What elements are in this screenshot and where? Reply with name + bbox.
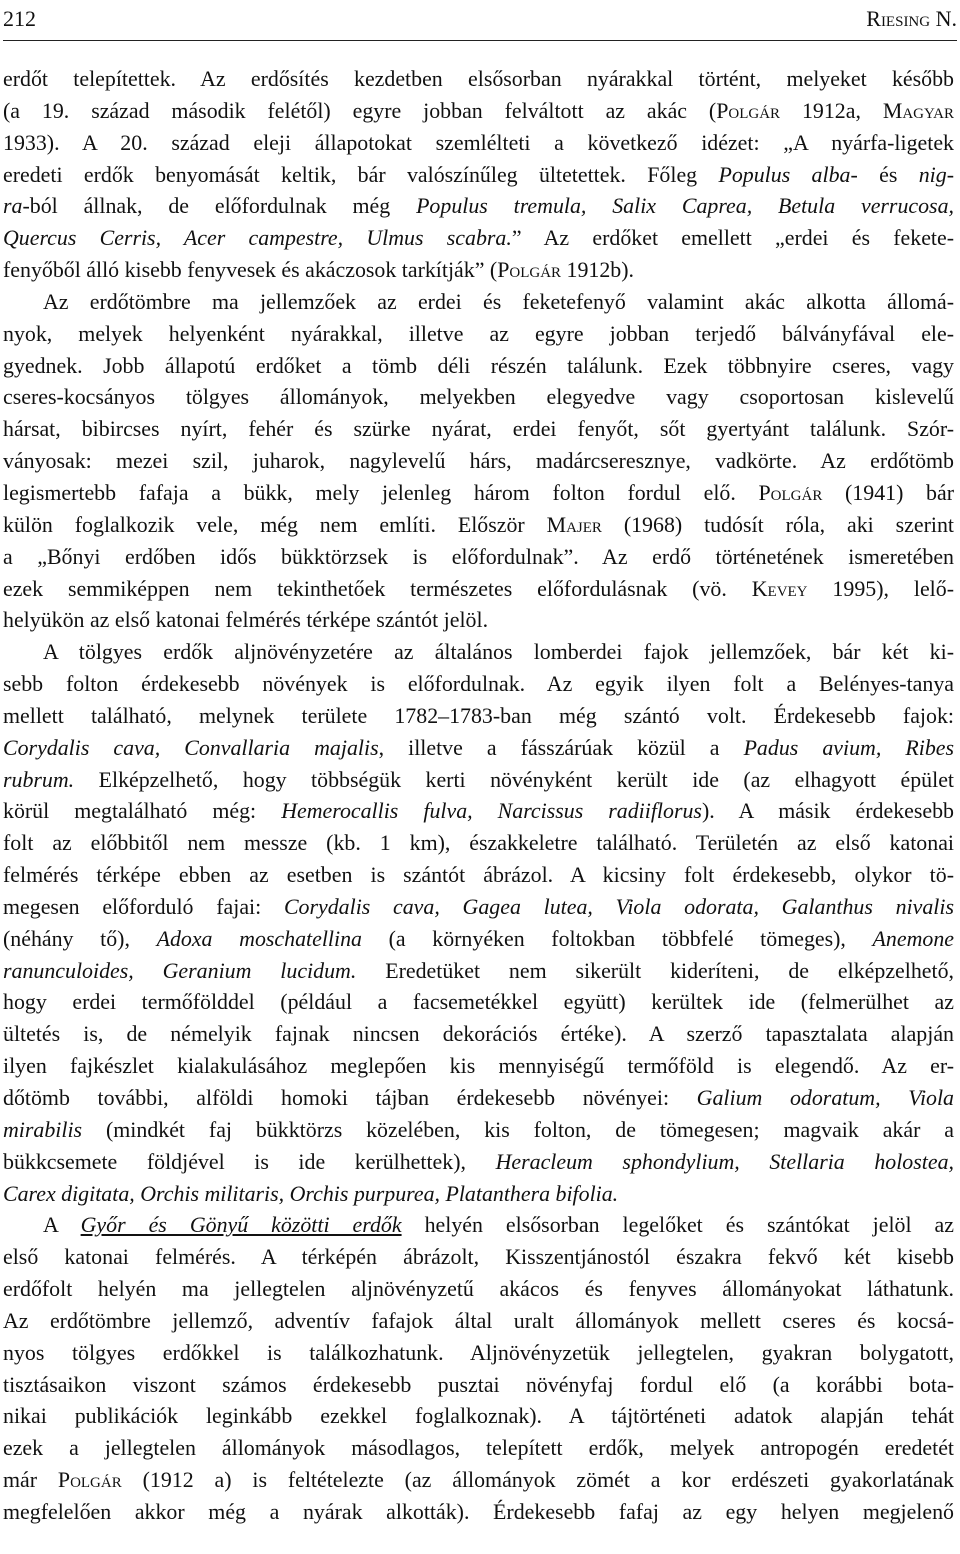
text-span: (néhány tő), xyxy=(3,925,157,951)
text-span: a „Bőnyi erdőben idős bükktörzsek is előfordulnak”. Az erdő történetének ismeretében xyxy=(3,543,954,569)
text-line xyxy=(3,1432,954,1464)
italic-span: nig- xyxy=(918,161,954,187)
text-span: , illetve a fásszárúak közül a xyxy=(378,734,744,760)
text-span: körül megtalálható még: xyxy=(3,798,282,824)
text-span: cseres-kocsányos tölgyes állományok, melyekben elegyedve vagy csoportosan kislevelű xyxy=(3,384,954,410)
text-line xyxy=(3,1369,954,1401)
author-citation: Polgár xyxy=(497,257,562,283)
text-line xyxy=(3,1305,954,1337)
italic-span: Padus avium, Ribes xyxy=(743,734,954,760)
text-span: ilyen fajkészlet kialakulásához meglepően kis mennyiségű termőföld is elegendő. Az er- xyxy=(3,1053,954,1079)
text-span: első katonai felmérés. A térképén ábrázolt, Kisszentjánostól északra fekvő két kisebb xyxy=(3,1244,954,1270)
text-line xyxy=(3,1209,954,1241)
text-line xyxy=(3,222,954,254)
italic-span: ranunculoides, Geranium lucidum. xyxy=(3,957,357,983)
running-author: Riesing N. xyxy=(866,6,957,31)
text-line xyxy=(3,381,954,413)
text-line xyxy=(3,190,954,222)
text-line xyxy=(3,668,954,700)
text-span: 1995), lelő- xyxy=(807,575,954,601)
text-span: nyok, melyek helyenként nyárakkal, illetve az egyre jobban terjedő bálványfával ele- xyxy=(3,320,954,346)
text-span: felmérés térképe ebben az esetben is szántót ábrázol. A kicsiny folt érdekesebb, olykor tö- xyxy=(3,862,954,888)
italic-span: Carex digitata, Orchis militaris, Orchis purpurea, Platanthera bifolia. xyxy=(3,1180,619,1206)
text-span: erdőt telepítettek. Az erdősítés kezdetben elsősorban nyárakkal történt, melyeket később xyxy=(3,66,954,91)
text-span: nikai publikációk leginkább ezekkel foglalkoznak). A tájtörténeti adatok alapján tehát xyxy=(3,1403,954,1429)
text-line xyxy=(3,159,954,191)
section-heading-inline: Győr és Gönyű közötti erdők xyxy=(80,1212,402,1238)
text-span: Elképzelhető, hogy többségük kerti növényként került ide (az elhagyott épület xyxy=(74,766,954,792)
text-span: ). A másik érdekesebb xyxy=(701,798,954,824)
text-line xyxy=(3,477,954,509)
italic-span: Populus alba xyxy=(718,161,851,187)
text-span: Az erdőtömbre jellemző, adventív fafajok által uralt állományok mellett cseres és kocsá- xyxy=(3,1307,954,1333)
text-span: eredeti erdők benyomását keltik, bár valószínűleg ültetettek. Főleg xyxy=(3,161,719,187)
text-line xyxy=(3,1178,954,1210)
text-span: hársat, bibircses nyírt, fehér és szürke nyárat, erdei fenyőt, sőt gyertyánt találunk. Szór- xyxy=(3,416,954,442)
text-span: 1912b). xyxy=(561,257,634,283)
text-span: helyükön az első katonai felmérés térképe szántót jelöl. xyxy=(3,607,489,633)
text-line xyxy=(3,1496,954,1528)
text-span: már xyxy=(3,1467,58,1493)
author-citation: Kevey xyxy=(751,575,808,601)
italic-span: Galium odoratum, Viola xyxy=(696,1085,954,1110)
text-line xyxy=(3,986,954,1018)
text-line xyxy=(3,95,954,127)
text-span: dőtömb további, alföldi homoki tájban érdekesebb növényei: xyxy=(3,1085,697,1110)
text-span: - és xyxy=(850,161,919,187)
italic-span: ra xyxy=(3,193,23,219)
text-span: (a 19. század második felétől) egyre jobban felváltott az akác ( xyxy=(3,97,717,123)
text-span: megfelelően akkor még a nyárak alkották). Érdekesebb fafaj az egy helyen megjelenő xyxy=(3,1498,954,1524)
text-line xyxy=(3,1400,954,1432)
text-span: megesen előforduló fajai: xyxy=(3,893,284,919)
italic-span: mirabilis xyxy=(3,1116,83,1142)
text-line xyxy=(3,509,954,541)
italic-span: Adoxa moschatellina xyxy=(156,925,362,951)
text-span: mellett található, melynek területe 1782–1783-ban még szántó volt. Érdekesebb fajok: xyxy=(3,702,954,728)
italic-span: Anemone xyxy=(872,925,954,951)
text-span: folt az előbbitől nem messze (kb. 1 km), északkeletre található. Területén az első katonai xyxy=(3,830,954,856)
author-citation: Magyar xyxy=(882,97,954,123)
author-citation: Majer xyxy=(546,511,602,537)
text-span: A tölgyes erdők aljnövényzetére az általános lomberdei fajok jellemzőek, bár két ki- xyxy=(43,639,954,665)
text-span: A xyxy=(43,1212,81,1238)
text-line xyxy=(3,923,954,955)
text-span: helyén elsősorban legelőket és szántókat jelöl az xyxy=(401,1212,954,1238)
author-citation: Polgár xyxy=(716,97,781,123)
italic-span: Populus tremula, Salix Caprea, Betula verrucosa, xyxy=(416,193,954,219)
text-span: nyos tölgyes erdőkkel is találkozhatunk. Aljnövényzetük jellegtelen, gyakran bolygatott, xyxy=(3,1339,954,1365)
text-line xyxy=(3,764,954,796)
author-citation: Polgár xyxy=(758,479,823,505)
text-span: (a környéken foltokban többfelé tömeges), xyxy=(361,925,873,951)
text-span: hogy erdei termőfölddel (például a facsemetékkel együtt) kerültek ide (felmerülhet az xyxy=(3,989,954,1015)
text-span: ezek a jellegtelen állományok másodlagos, telepített erdők, melyek antropogén eredetét xyxy=(3,1435,954,1461)
text-span: -ból állnak, de előfordulnak még xyxy=(22,193,417,219)
text-span: gyednek. Jobb állapotú erdőket a tömb déli részén találunk. Ezek többnyire cseres, vagy xyxy=(3,352,954,378)
text-span: (mindkét faj bükktörzs közelében, kis folton, de tömegesen; magvaik akár a xyxy=(82,1116,954,1142)
text-line xyxy=(3,1146,954,1178)
text-line xyxy=(3,1464,954,1496)
text-line xyxy=(3,127,954,159)
text-span: 1933). A 20. század eleji állapotokat szemlélteti a következő idézet: „A nyárfa-ligetek xyxy=(3,129,954,155)
text-span: legismertebb fafaja a bükk, mely jelenleg három folton fordul elő. xyxy=(3,479,759,505)
text-span: bükkcsemete földjével is ide kerülhettek), xyxy=(3,1148,496,1174)
italic-span: Hemerocallis fulva, Narcissus radiiflorus xyxy=(281,798,702,824)
text-line xyxy=(3,891,954,923)
page-number: 212 xyxy=(3,6,36,31)
text-line xyxy=(3,1273,954,1305)
text-line xyxy=(3,1114,954,1146)
text-span: 1912a, xyxy=(780,97,883,123)
text-span: (1941) bár xyxy=(822,479,954,505)
text-line xyxy=(3,445,954,477)
text-span: (1912 a) is feltételezte (az állományok zömét a kor erdészeti gyakorlatának xyxy=(121,1467,954,1493)
text-line xyxy=(3,573,954,605)
italic-span: Corydalis cava, Gagea lutea, Viola odorata, Galanthus nivalis xyxy=(283,893,954,919)
text-line xyxy=(3,955,954,987)
text-line xyxy=(3,1082,954,1114)
author-citation: Polgár xyxy=(57,1467,122,1493)
text-line xyxy=(3,1018,954,1050)
text-span: (1968) tudósít róla, aki szerint xyxy=(601,511,954,537)
italic-span: Heracleum sphondylium, Stellaria holostea, xyxy=(495,1148,954,1174)
italic-span: rubrum. xyxy=(3,766,75,792)
text-line xyxy=(3,413,954,445)
text-line xyxy=(3,350,954,382)
text-line xyxy=(3,318,954,350)
text-line xyxy=(3,827,954,859)
italic-span: Quercus Cerris, Acer campestre, Ulmus scabra. xyxy=(3,225,512,251)
text-span: ezek semmiképpen nem tekinthetőek természetes előfordulásnak (vö. xyxy=(3,575,752,601)
text-span: sebb folton érdekesebb növények is előfordulnak. Az egyik ilyen folt a Belényes-tanya xyxy=(3,671,954,697)
text-span: Az erdőtömbre ma jellemzőek az erdei és feketefenyő valamint akác alkotta állomá- xyxy=(43,288,954,314)
text-line xyxy=(3,1241,954,1273)
body-text xyxy=(3,63,954,1528)
text-line xyxy=(3,63,954,95)
text-span: Eredetüket nem sikerült kideríteni, de elképzelhető, xyxy=(356,957,954,983)
text-line xyxy=(3,541,954,573)
text-line xyxy=(3,732,954,764)
text-line xyxy=(3,1337,954,1369)
text-line xyxy=(3,286,954,318)
text-line xyxy=(3,636,954,668)
text-line xyxy=(3,859,954,891)
italic-span: Corydalis cava, Convallaria majalis xyxy=(3,734,379,760)
running-header xyxy=(3,0,957,41)
text-span: ványosak: mezei szil, juharok, nagylevelű hárs, madárcseresznye, vadkörte. Az erdőtömb xyxy=(3,448,954,474)
text-line xyxy=(3,795,954,827)
text-span: tisztásaikon viszont számos érdekesebb pusztai növényfaj fordul elő (a korábbi bota- xyxy=(3,1371,954,1397)
text-line xyxy=(3,700,954,732)
text-span: ” Az erdőket emellett „erdei és fekete- xyxy=(511,225,954,251)
text-line xyxy=(3,254,954,286)
text-line xyxy=(3,604,954,636)
text-line xyxy=(3,1050,954,1082)
text-span: fenyőből álló kisebb fenyvesek és akáczosok tarkítják” ( xyxy=(3,257,498,283)
text-span: erdőfolt helyén ma jellegtelen aljnövényzetű akácos és fenyves állományokat láthatunk. xyxy=(3,1276,954,1302)
text-span: külön foglalkozik vele, még nem említi. Először xyxy=(3,511,547,537)
text-span: ültetés is, de némelyik fajnak nincsen dekorációs értéke). A szerző tapasztalata alapján xyxy=(3,1021,954,1047)
